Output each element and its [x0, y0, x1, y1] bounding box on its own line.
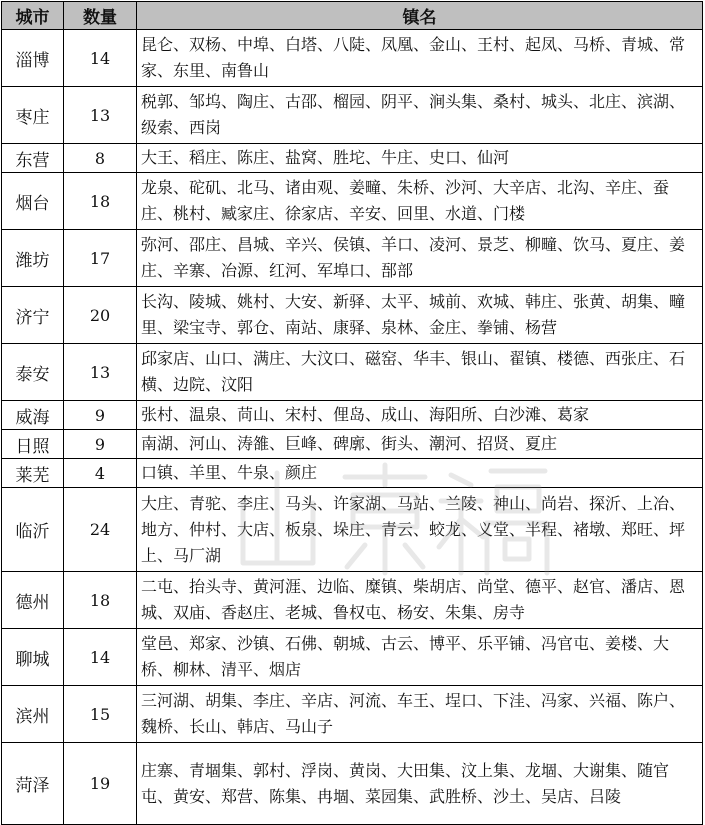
table-row: [2, 459, 703, 488]
city-cell: 菏泽: [2, 743, 64, 825]
towns-cell: 龙泉、砣矶、北马、诸由观、姜疃、朱桥、沙河、大辛店、北沟、辛庄、蚕庄、桃村、臧家庄、徐家店、辛安、回里、水道、门楼: [137, 173, 703, 230]
table-row: [2, 401, 703, 430]
table-row: [2, 30, 703, 87]
city-cell: 莱芜: [2, 459, 64, 488]
towns-cell: 二屯、抬头寺、黄河涯、边临、糜镇、柴胡店、尚堂、德平、赵官、潘店、恩城、双庙、香赵庄、老城、鲁权屯、杨安、朱集、房寺: [137, 572, 703, 629]
count-cell: 18: [64, 572, 137, 629]
towns-cell: 口镇、羊里、牛泉、颜庄: [137, 459, 703, 488]
towns-cell: 庄寨、青堌集、郭村、浮岗、黄岗、大田集、汶上集、龙堌、大谢集、随官屯、黄安、郑营、陈集、冉堌、菜园集、武胜桥、沙土、吴店、吕陵: [137, 743, 703, 825]
count-cell: 14: [64, 30, 137, 87]
city-cell: 潍坊: [2, 230, 64, 287]
count-cell: 9: [64, 430, 137, 459]
city-cell: 东营: [2, 144, 64, 173]
count-cell: 15: [64, 686, 137, 743]
towns-cell: 邱家店、山口、满庄、大汶口、磁窑、华丰、银山、翟镇、楼德、西张庄、石横、边院、汶阳: [137, 344, 703, 401]
towns-cell: 弥河、邵庄、昌城、辛兴、侯镇、羊口、凌河、景芝、柳疃、饮马、夏庄、姜庄、辛寨、冶源、红河、军埠口、郚部: [137, 230, 703, 287]
count-cell: 18: [64, 173, 137, 230]
city-cell: 日照: [2, 430, 64, 459]
table-row: [2, 173, 703, 230]
towns-cell: 昆仑、双杨、中埠、白塔、八陡、凤凰、金山、王村、起凤、马桥、青城、常家、东里、南鲁山: [137, 30, 703, 87]
table-row: [2, 488, 703, 572]
city-cell: 济宁: [2, 287, 64, 344]
city-cell: 威海: [2, 401, 64, 430]
count-cell: 17: [64, 230, 137, 287]
towns-cell: 南湖、河山、涛雒、巨峰、碑廓、街头、潮河、招贤、夏庄: [137, 430, 703, 459]
city-cell: 烟台: [2, 173, 64, 230]
table-row: [2, 686, 703, 743]
towns-cell: 大庄、青驼、李庄、马头、许家湖、马站、兰陵、神山、尚岩、探沂、上冶、地方、仲村、大店、板泉、垛庄、青云、蛟龙、义堂、半程、褚墩、郑旺、坪上、马厂湖: [137, 488, 703, 572]
city-cell: 泰安: [2, 344, 64, 401]
city-cell: 枣庄: [2, 87, 64, 144]
towns-cell: 三河湖、胡集、李庄、辛店、河流、车王、埕口、下洼、冯家、兴福、陈户、魏桥、长山、韩店、马山子: [137, 686, 703, 743]
count-cell: 20: [64, 287, 137, 344]
table-row: [2, 230, 703, 287]
city-cell: 德州: [2, 572, 64, 629]
towns-cell: 大王、稻庄、陈庄、盐窝、胜坨、牛庄、史口、仙河: [137, 144, 703, 173]
table-row: [2, 743, 703, 825]
count-cell: 14: [64, 629, 137, 686]
towns-cell: 堂邑、郑家、沙镇、石佛、朝城、古云、博平、乐平铺、冯官屯、姜楼、大桥、柳林、清平、烟店: [137, 629, 703, 686]
count-cell: 19: [64, 743, 137, 825]
city-cell: 临沂: [2, 488, 64, 572]
count-cell: 13: [64, 344, 137, 401]
towns-cell: 张村、温泉、苘山、宋村、俚岛、成山、海阳所、白沙滩、葛家: [137, 401, 703, 430]
table-row: [2, 144, 703, 173]
header-towns: 镇名: [137, 2, 703, 30]
header-city: 城市: [2, 2, 64, 30]
table-row: [2, 87, 703, 144]
count-cell: 24: [64, 488, 137, 572]
towns-table: [1, 1, 703, 825]
count-cell: 13: [64, 87, 137, 144]
count-cell: 4: [64, 459, 137, 488]
table-row: [2, 287, 703, 344]
table-row: [2, 572, 703, 629]
table-row: [2, 344, 703, 401]
header-count: 数量: [64, 2, 137, 30]
city-cell: 淄博: [2, 30, 64, 87]
towns-cell: 长沟、陵城、姚村、大安、新驿、太平、城前、欢城、韩庄、张黄、胡集、疃里、梁宝寺、郭仓、南站、康驿、泉林、金庄、拳铺、杨营: [137, 287, 703, 344]
count-cell: 9: [64, 401, 137, 430]
table-row: [2, 430, 703, 459]
towns-cell: 税郭、邹坞、陶庄、古邵、榴园、阴平、涧头集、桑村、城头、北庄、滨湖、级索、西岗: [137, 87, 703, 144]
city-cell: 滨州: [2, 686, 64, 743]
header-row: [2, 2, 703, 30]
table-row: [2, 629, 703, 686]
city-cell: 聊城: [2, 629, 64, 686]
count-cell: 8: [64, 144, 137, 173]
